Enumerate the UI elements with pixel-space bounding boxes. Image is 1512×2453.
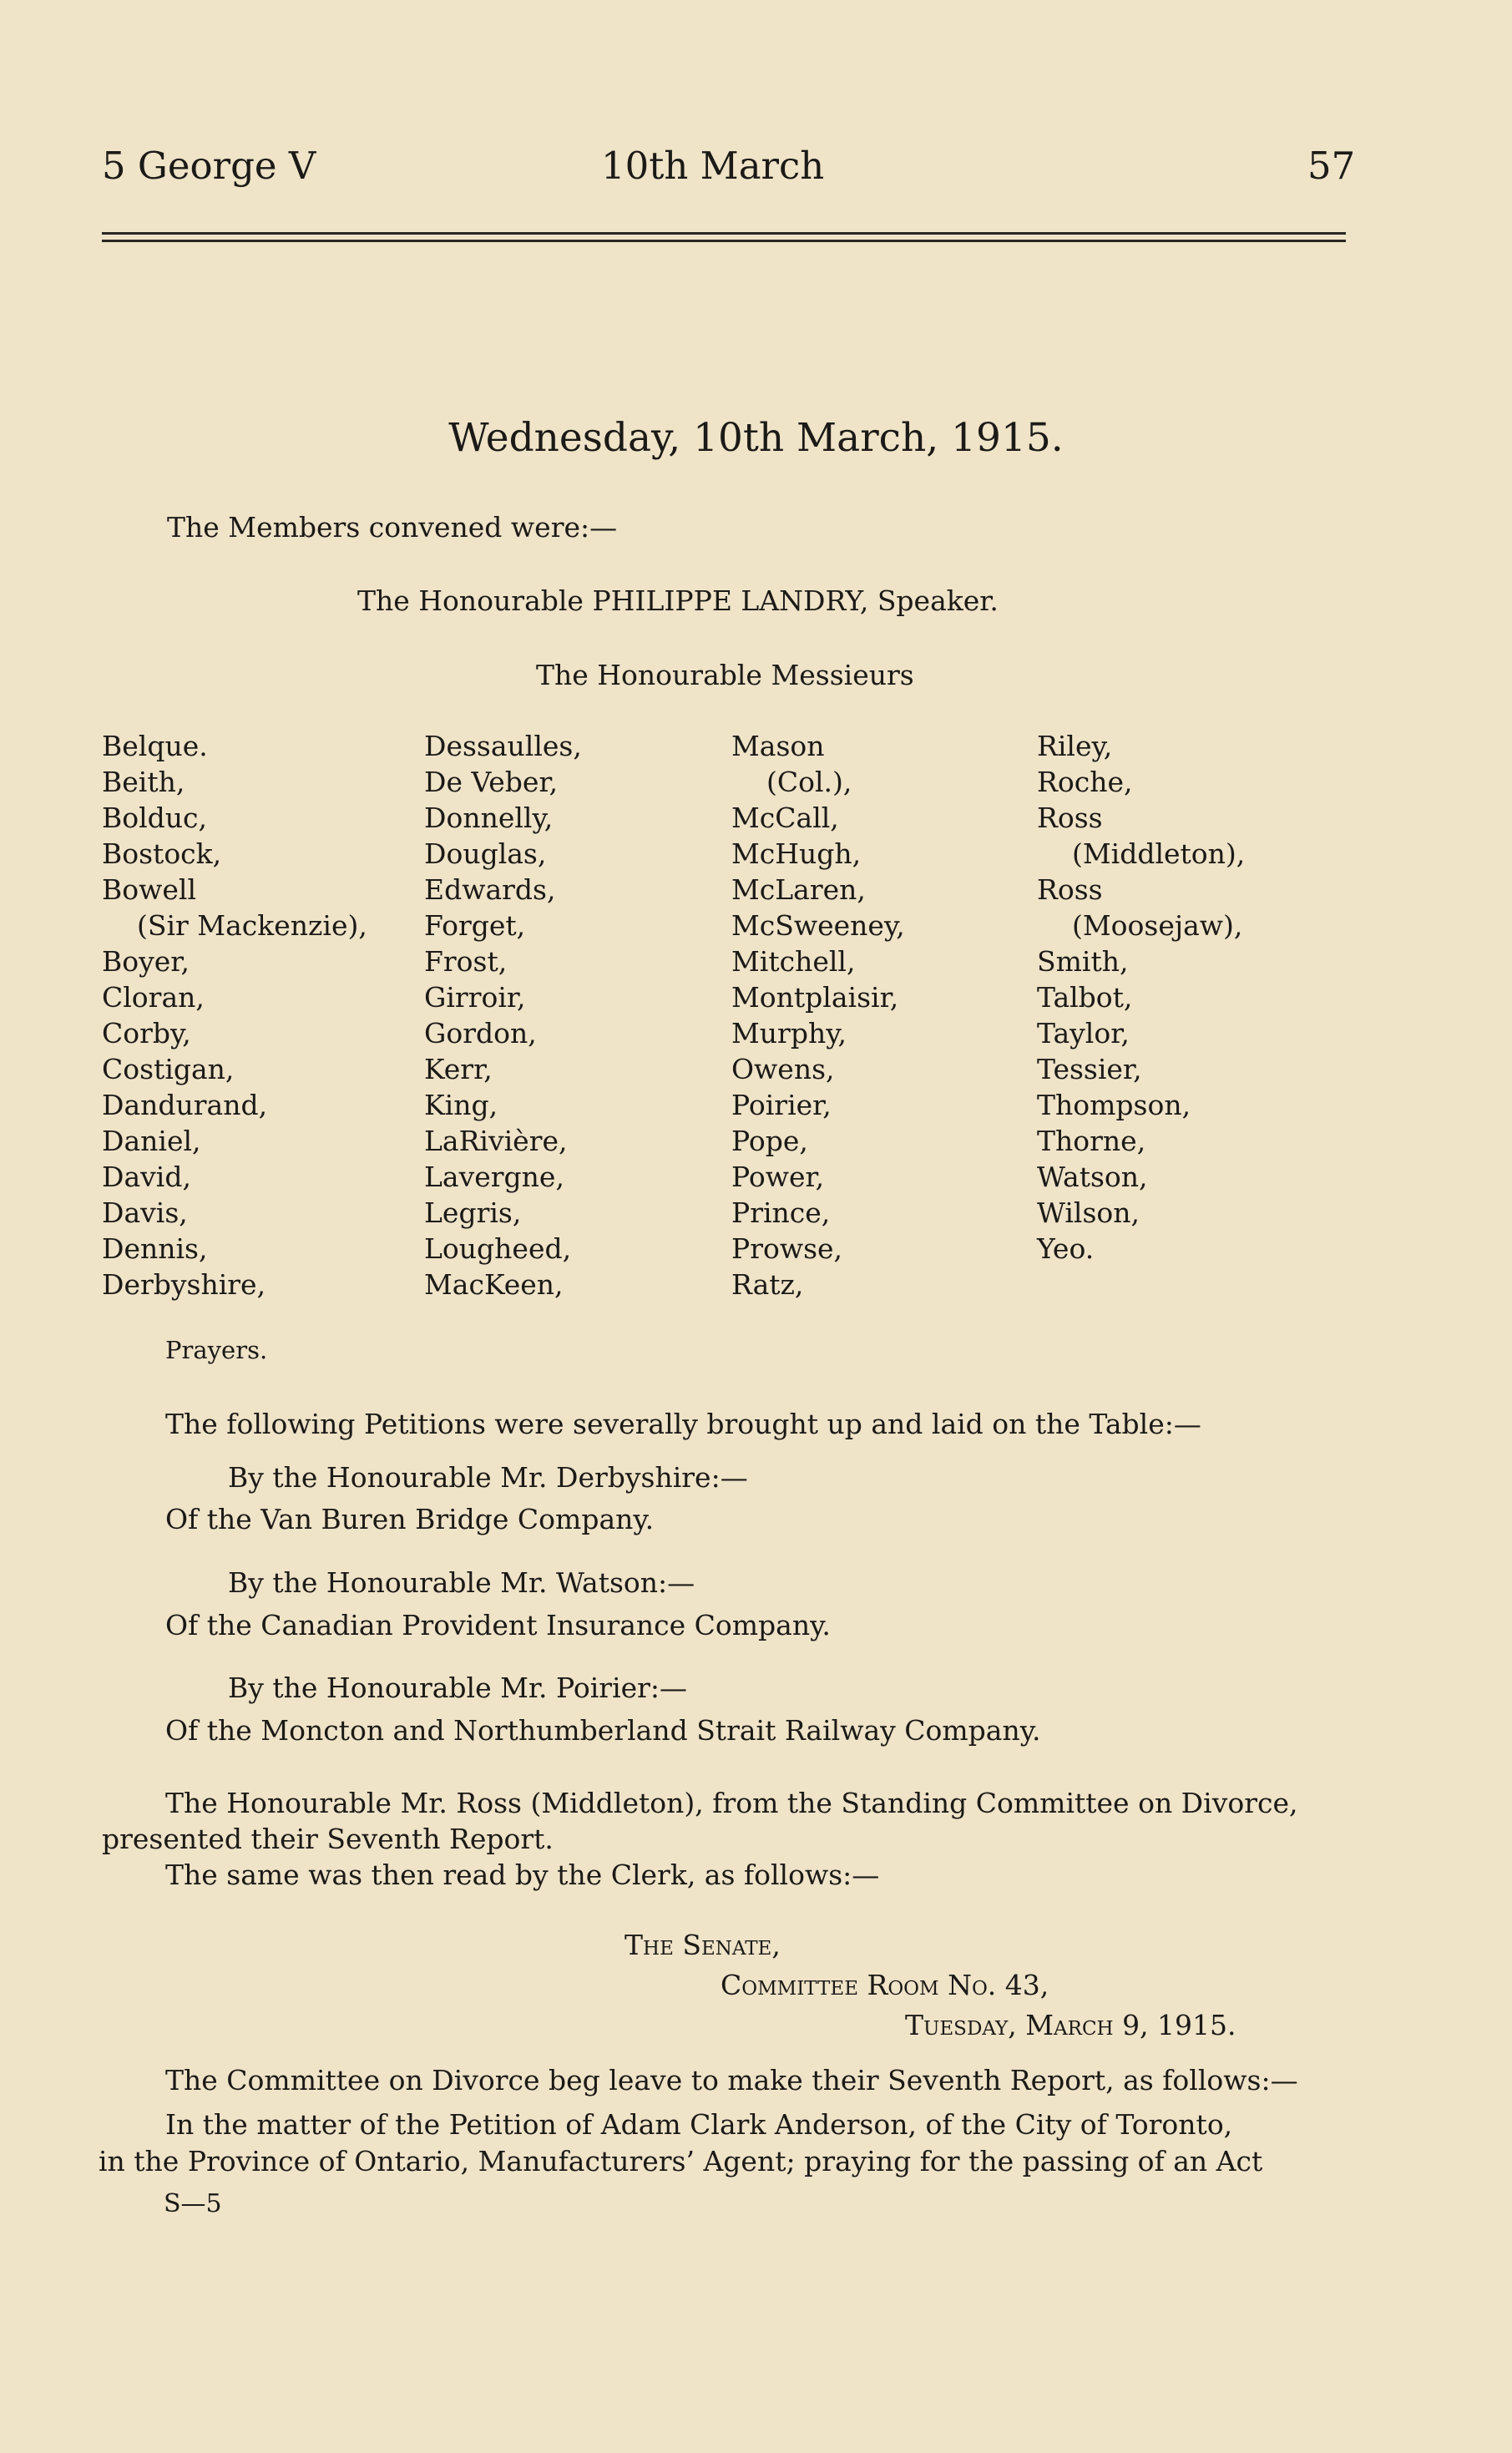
- speaker-line: The Honourable PHILIPPE LANDRY, Speaker.: [357, 584, 999, 617]
- members-column-1: [102, 728, 367, 1302]
- petition-presenter: By the Honourable Mr. Derbyshire:—: [228, 1461, 748, 1494]
- member-name: Frost,: [424, 945, 508, 978]
- header-rule-bottom: [102, 240, 1346, 242]
- member-name: Dessaulles,: [424, 730, 582, 762]
- member-name: McHugh,: [731, 837, 862, 870]
- report-paragraph: The Honourable Mr. Ross (Middleton), from the Standing Committee on Divorce,: [165, 1787, 1298, 1819]
- member-name: Mason: [731, 730, 825, 762]
- member-name: Montplaisir,: [731, 981, 899, 1014]
- members-column-4: [1037, 728, 1245, 1267]
- member-name: LaRivière,: [424, 1125, 568, 1157]
- member-name: Tessier,: [1037, 1053, 1142, 1085]
- member-name: Beith,: [102, 766, 185, 798]
- member-name: Boyer,: [102, 945, 190, 978]
- members-intro: The Members convened were:—: [167, 511, 618, 544]
- member-name: Talbot,: [1037, 981, 1133, 1014]
- member-name: David,: [102, 1161, 191, 1193]
- matter-paragraph: In the matter of the Petition of Adam Clark Anderson, of the City of Toronto,: [165, 2108, 1233, 2141]
- address-senate: The Senate,: [625, 1929, 781, 1961]
- member-name: Wilson,: [1037, 1196, 1140, 1229]
- member-name: Riley,: [1037, 730, 1113, 762]
- member-name: Bowell: [102, 873, 197, 906]
- member-name: Prince,: [731, 1196, 831, 1229]
- member-name: Lavergne,: [424, 1161, 564, 1193]
- member-name: Davis,: [102, 1196, 188, 1229]
- matter-paragraph-continued: in the Province of Ontario, Manufacturers’ Agent; praying for the passing of an Act: [99, 2145, 1263, 2177]
- member-name: Bostock,: [102, 837, 222, 870]
- members-column-2: [424, 728, 582, 1302]
- member-name: (Col.),: [766, 766, 852, 798]
- member-name: Taylor,: [1037, 1017, 1130, 1049]
- member-name: Pope,: [731, 1125, 808, 1157]
- member-name: Gordon,: [424, 1017, 537, 1049]
- petition-subject: Of the Canadian Provident Insurance Company.: [165, 1609, 831, 1641]
- member-name: Ratz,: [731, 1268, 804, 1301]
- member-name: Donnelly,: [424, 802, 554, 834]
- members-column-3: [731, 728, 905, 1302]
- address-committee-room: Committee Room No. 43,: [721, 1969, 1049, 2001]
- member-name: Legris,: [424, 1196, 522, 1229]
- page-number: 57: [1307, 144, 1356, 188]
- committee-statement: The Committee on Divorce beg leave to make their Seventh Report, as follows:—: [165, 2064, 1298, 2096]
- petitions-intro: The following Petitions were severally brought up and laid on the Table:—: [165, 1408, 1201, 1440]
- member-name: McSweeney,: [731, 909, 905, 942]
- address-date: Tuesday, March 9, 1915.: [905, 2009, 1236, 2041]
- member-name: Derbyshire,: [102, 1268, 266, 1301]
- member-name: Yeo.: [1037, 1232, 1095, 1265]
- member-name: King,: [424, 1089, 498, 1121]
- petition-presenter: By the Honourable Mr. Watson:—: [228, 1566, 695, 1599]
- member-name: McLaren,: [731, 873, 866, 906]
- member-name: Ross: [1037, 873, 1103, 906]
- member-name: Power,: [731, 1161, 825, 1193]
- member-name: Thompson,: [1037, 1089, 1191, 1121]
- member-name: Corby,: [102, 1017, 191, 1049]
- report-read-line: The same was then read by the Clerk, as follows:—: [165, 1859, 880, 1891]
- member-name: Cloran,: [102, 981, 205, 1014]
- prayers-heading: Prayers.: [165, 1336, 268, 1364]
- member-name: Douglas,: [424, 837, 547, 870]
- messieurs-line: The Honourable Messieurs: [536, 659, 914, 691]
- member-name: Ross: [1037, 802, 1103, 834]
- petition-presenter: By the Honourable Mr. Poirier:—: [228, 1672, 688, 1704]
- member-name: (Middleton),: [1072, 837, 1246, 870]
- member-name: Dennis,: [102, 1232, 208, 1265]
- member-name: Murphy,: [731, 1017, 847, 1049]
- member-name: De Veber,: [424, 766, 559, 798]
- member-name: Owens,: [731, 1053, 835, 1085]
- member-name: Costigan,: [102, 1053, 235, 1085]
- member-name: Kerr,: [424, 1053, 493, 1085]
- member-name: (Sir Mackenzie),: [137, 909, 367, 942]
- member-name: Edwards,: [424, 873, 556, 906]
- member-name: Thorne,: [1037, 1125, 1146, 1157]
- member-name: MacKeen,: [424, 1268, 564, 1301]
- member-name: Roche,: [1037, 766, 1133, 798]
- member-name: Daniel,: [102, 1125, 201, 1157]
- member-name: Watson,: [1037, 1161, 1148, 1193]
- header-date: 10th March: [601, 144, 825, 188]
- signature-mark: S—5: [164, 2189, 222, 2218]
- petition-subject: Of the Van Buren Bridge Company.: [165, 1503, 655, 1535]
- member-name: Belque.: [102, 730, 208, 762]
- page-title: Wednesday, 10th March, 1915.: [448, 415, 1064, 461]
- member-name: Dandurand,: [102, 1089, 268, 1121]
- petition-subject: Of the Moncton and Northumberland Strait Railway Company.: [165, 1714, 1041, 1747]
- member-name: Bolduc,: [102, 802, 208, 834]
- member-name: Lougheed,: [424, 1232, 572, 1265]
- member-name: Girroir,: [424, 981, 526, 1014]
- header-rule-top: [102, 232, 1346, 235]
- member-name: Poirier,: [731, 1089, 832, 1121]
- report-paragraph-continued: presented their Seventh Report.: [102, 1823, 554, 1855]
- member-name: Prowse,: [731, 1232, 843, 1265]
- member-name: Mitchell,: [731, 945, 856, 978]
- member-name: Forget,: [424, 909, 526, 942]
- member-name: Smith,: [1037, 945, 1129, 978]
- header-regnal-year: 5 George V: [102, 144, 316, 188]
- member-name: (Moosejaw),: [1072, 909, 1243, 942]
- member-name: McCall,: [731, 802, 839, 834]
